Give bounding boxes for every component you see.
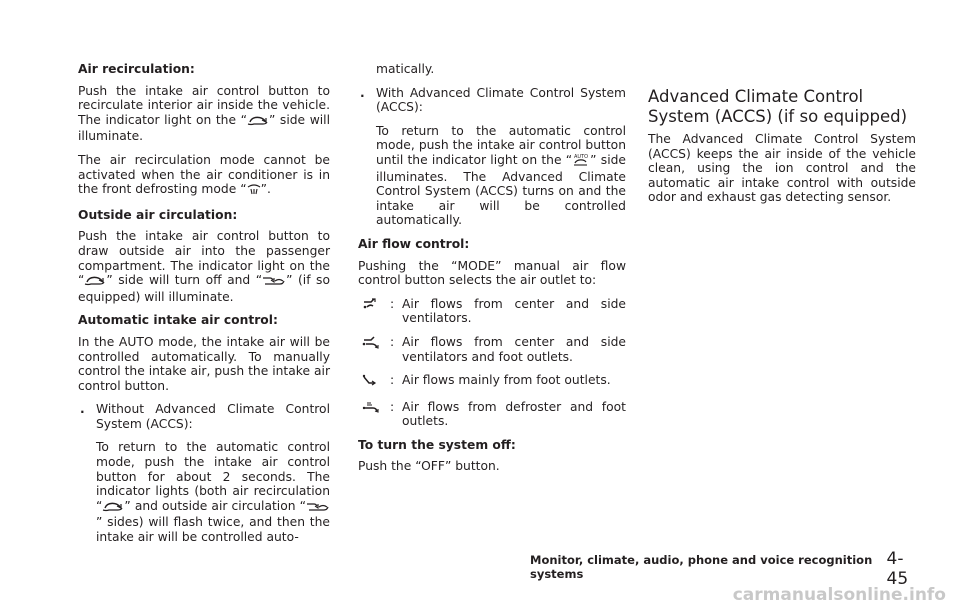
outside-air-icon (306, 501, 330, 516)
heading-air-flow: Air flow control: (358, 236, 470, 251)
heading-outside-air: Outside air circulation: (78, 207, 238, 222)
flow-text: Air flows from center and side ventilators and foot outlets. (402, 334, 626, 364)
recirculation-icon (247, 115, 269, 130)
bullet-dot: . (360, 85, 365, 100)
paragraph-automatic-intake: In the AUTO mode, the intake air will be controlled automatically. To manually control the intake air, push the intake air control button. (78, 334, 330, 393)
column-right (648, 62, 916, 214)
flow-colon: : (390, 296, 395, 311)
page-number: 4-45 (886, 549, 909, 589)
front-defrost-icon (247, 184, 261, 199)
footer-section-title: Monitor, climate, audio, phone and voice recognition systems (530, 553, 873, 581)
flow-text: Air flows from defroster and foot outlets. (402, 399, 626, 429)
auto-icon-label: AUTO (574, 153, 589, 160)
heading-automatic-intake: Automatic intake air control: (78, 313, 278, 328)
bullet-dot: . (80, 402, 85, 417)
bullet-with-accs: . With Advanced Climate Control System (ACCS): (360, 85, 626, 115)
flow-item-center-foot (358, 335, 626, 364)
paragraph-recirculation-defrost: The air recirculation mode cannot be activated when the air conditioner is in the front defrosting mode “ ”. (78, 153, 330, 199)
auto-recirculation-icon (572, 153, 590, 170)
flow-colon: : (390, 334, 395, 349)
column-left (78, 62, 330, 554)
vent-center-side-icon (358, 297, 390, 326)
paragraph-turn-off: Push the “OFF” button. (358, 459, 500, 474)
flow-colon: : (390, 373, 395, 388)
paragraph-with-accs: To return to the automatic control mode, push the intake air control button until the indicator light on the “ AUTO ” side illuminates. The Advanced Climate Control System (ACCS) turns on and the intake air will be controlled automatically. (376, 123, 626, 228)
paragraph-continued: matically. (376, 62, 435, 76)
defrost-foot-icon (358, 400, 390, 429)
recirculation-icon (84, 275, 106, 290)
heading-accs: Advanced Climate Control System (ACCS) (if so equipped) (648, 87, 908, 126)
flow-item-center-side (358, 297, 626, 326)
heading-turn-off: To turn the system off: (358, 437, 516, 452)
recirculation-icon (102, 501, 124, 516)
watermark: carmanualsonline.info (732, 585, 946, 605)
column-middle (358, 62, 626, 483)
flow-item-foot (358, 373, 626, 391)
flow-colon: : (390, 399, 395, 414)
flow-item-defrost-foot (358, 400, 626, 429)
flow-text: Air flows from center and side ventilators. (402, 296, 626, 326)
foot-outlet-icon (358, 373, 390, 391)
paragraph-outside-air: Push the intake air control button to draw outside air into the passenger compartment. The indicator light on the “ ” side will turn off and “ ” (if so equipped) will illuminate. (78, 229, 330, 304)
paragraph-recirculation: Push the intake air control button to recirculate interior air inside the vehicle. The indicator light on the “ ” side will illuminate. (78, 83, 330, 144)
vent-center-foot-icon (358, 335, 390, 364)
page-footer (530, 549, 920, 589)
bullet-without-accs: . Without Advanced Climate Control System (ACCS): (80, 402, 330, 431)
flow-text: Air flows mainly from foot outlets. (402, 373, 611, 388)
paragraph-accs: The Advanced Climate Control System (ACCS) keeps the air inside of the vehicle clean, using the ion control and the automatic air intake control with outside odor and exhaust gas detecting sensor. (648, 132, 916, 205)
paragraph-without-accs: To return to the automatic control mode, push the intake air control button for about 2 seconds. The indicator lights (both air recirculation “ ” and outside air circulation “” sides) will flash twice, and then the intake air will be controlled auto- (96, 440, 330, 545)
outside-air-icon (262, 275, 286, 290)
paragraph-air-flow: Pushing the “MODE” manual air flow control button selects the air outlet to: (358, 258, 626, 288)
heading-air-recirculation: Air recirculation: (78, 62, 195, 76)
